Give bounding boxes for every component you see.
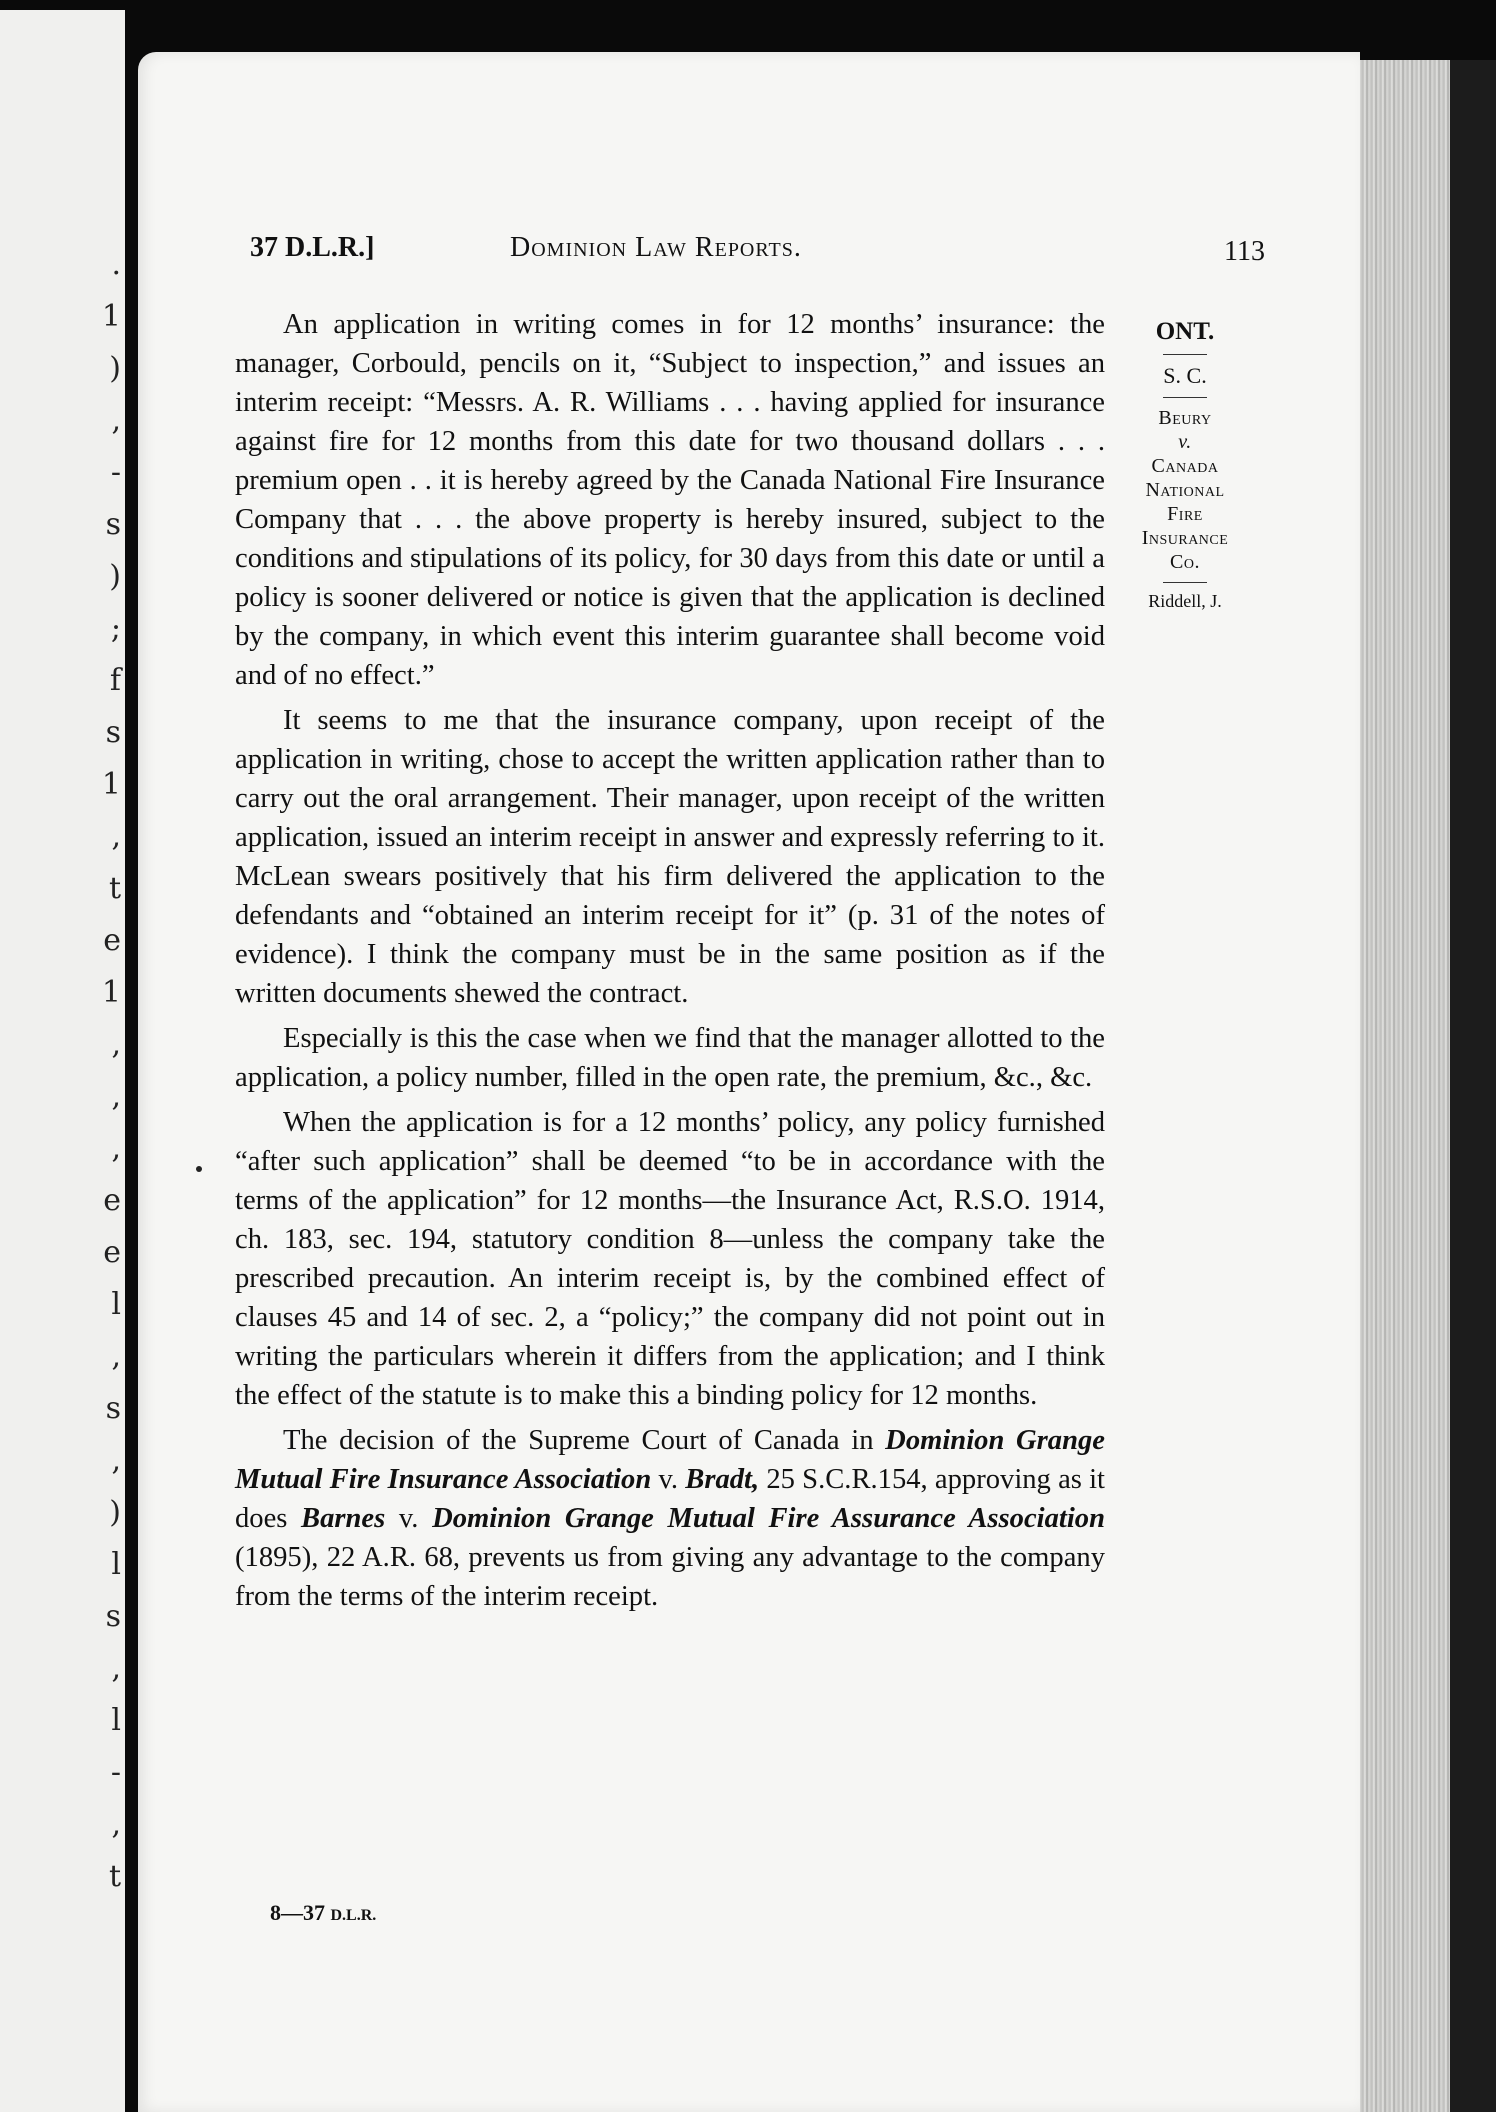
left-page-fragment: s	[105, 1599, 121, 1634]
left-page-fragment: e	[103, 923, 121, 958]
paragraph	[235, 1421, 1105, 1616]
signature-mark	[270, 1900, 376, 1926]
left-page-fragment: e	[103, 1183, 121, 1218]
case-line: Co.	[1170, 551, 1200, 573]
case-citation: Bradt,	[685, 1464, 760, 1495]
case-line: National	[1145, 479, 1225, 501]
left-page-fragment: ,	[111, 403, 121, 438]
province-label: ONT.	[1155, 318, 1215, 345]
margin-mark	[196, 1166, 202, 1172]
signature-number: 8—37	[270, 1900, 325, 1925]
margin-note	[1110, 318, 1260, 612]
journal-title: Dominion Law Reports.	[510, 232, 802, 263]
left-page-fragment: e	[103, 1235, 121, 1270]
signature-suffix: D.L.R.	[330, 1907, 377, 1924]
volume-label: 37 D.L.R.]	[250, 232, 375, 263]
text-run: (1895), 22 A.R. 68, prevents us from giving any advantage to the company from the terms of the interim receipt.	[235, 1542, 1105, 1612]
left-page-fragment: ,	[111, 1339, 121, 1374]
left-page-fragment: l	[111, 1287, 121, 1322]
left-page-fragment: l	[111, 1703, 121, 1738]
left-page-fragment: -	[110, 455, 121, 490]
case-line: Insurance	[1141, 527, 1229, 549]
case-citation: Barnes	[301, 1503, 386, 1534]
left-page-fragment: -	[110, 1755, 121, 1790]
left-page-fragment: )	[109, 1495, 121, 1530]
case-line: v.	[1178, 431, 1192, 453]
case-line: Canada	[1151, 455, 1219, 477]
text-run: The decision of the Supreme Court of Canada in	[283, 1425, 886, 1456]
paragraph: Especially is this the case when we find that the manager allotted to the application, a policy number, filled in the open rate, the premium, &c., &c.	[235, 1023, 1105, 1093]
left-page-fragment: ,	[111, 1079, 121, 1114]
page-edges	[1360, 60, 1450, 2112]
left-page-fragment: .	[111, 247, 121, 282]
left-page-fragment: ;	[110, 611, 121, 646]
paragraph: It seems to me that the insurance company, upon receipt of the application in writing, chose to accept the written application rather than to carry out the oral arrangement. Their manager, upon receipt of the written application, issued an interim receipt in answer and expressly referring to it. McLean swears positively that his firm delivered the application to the defendants and “obtained an interim receipt for it” (p. 31 of the notes of evidence). I think the company must be in the same position as if the written documents shewed the contract.	[235, 705, 1105, 1009]
case-citation: Dominion Grange Mutual Fire Insurance Association	[235, 1425, 1105, 1495]
left-page-fragment: s	[105, 1391, 121, 1426]
left-page-fragment: 1	[101, 975, 121, 1010]
left-page-fragment: ,	[111, 1651, 121, 1686]
left-page-fragment: t	[108, 871, 121, 906]
text-run: 25 S.C.R.154, approving as it does	[235, 1464, 1105, 1534]
divider	[1163, 397, 1207, 398]
case-line: Beury	[1158, 407, 1212, 429]
left-page-fragment: t	[108, 1859, 121, 1894]
case-citation: Dominion Grange Mutual Fire Assurance Association	[432, 1503, 1105, 1534]
main-text	[235, 305, 1105, 1622]
left-page-fragment: ,	[111, 1443, 121, 1478]
left-page-fragment: 1	[101, 299, 121, 334]
left-page-fragment: 1	[101, 767, 121, 802]
case-line: Fire	[1167, 503, 1203, 525]
case-name	[1110, 406, 1260, 574]
left-page-fragment: f	[109, 663, 121, 698]
left-page-fragment: s	[105, 715, 121, 750]
paragraph: An application in writing comes in for 12 months’ insurance: the manager, Corbould, pencils on it, “Subject to inspection,” and issues an interim receipt: “Messrs. A. R. Williams . . . having applied for insurance against fire for 12 months from this date for two thousand dollars . . . premium open . . it is hereby agreed by the Canada National Fire Insurance Company that . . . the above property is hereby insured, subject to the conditions and stipulations of its policy, for 30 days from this date or until a policy is sooner delivered or notice is given that the application is declined by the company, in which event this interim guarantee shall become void and of no effect.”	[235, 309, 1105, 691]
divider	[1163, 582, 1207, 583]
divider	[1163, 354, 1207, 355]
left-page-fragment: l	[111, 1547, 121, 1582]
book-cover-edge	[1450, 60, 1496, 2112]
left-page-fragment: )	[109, 351, 121, 386]
text-run: v.	[651, 1464, 686, 1495]
paragraph: When the application is for a 12 months’ policy, any policy furnished “after such application” shall be deemed “to be in accordance with the terms of the application” for 12 months—the Insurance Act, R.S.O. 1914, ch. 183, sec. 194, statutory condition 8—unless the company take the prescribed precaution. An interim receipt is, by the combined effect of clauses 45 and 14 of sec. 2, a “policy;” the company did not point out in writing the particulars wherein it differs from the application; and I think the effect of the statute is to make this a binding policy for 12 months.	[235, 1107, 1105, 1411]
left-page-fragment: s	[105, 507, 121, 542]
left-page-fragment: ,	[111, 1131, 121, 1166]
running-header	[250, 232, 1265, 282]
judge-label: Riddell, J.	[1148, 591, 1222, 611]
left-page-fragment: ,	[111, 819, 121, 854]
left-facing-page	[0, 10, 125, 2112]
left-page-fragment: ,	[111, 1027, 121, 1062]
left-page-fragment: ,	[111, 1807, 121, 1842]
left-page-fragment: )	[109, 559, 121, 594]
text-run: v.	[385, 1503, 433, 1534]
court-label: S. C.	[1163, 363, 1207, 388]
page-number: 113	[1224, 236, 1265, 267]
